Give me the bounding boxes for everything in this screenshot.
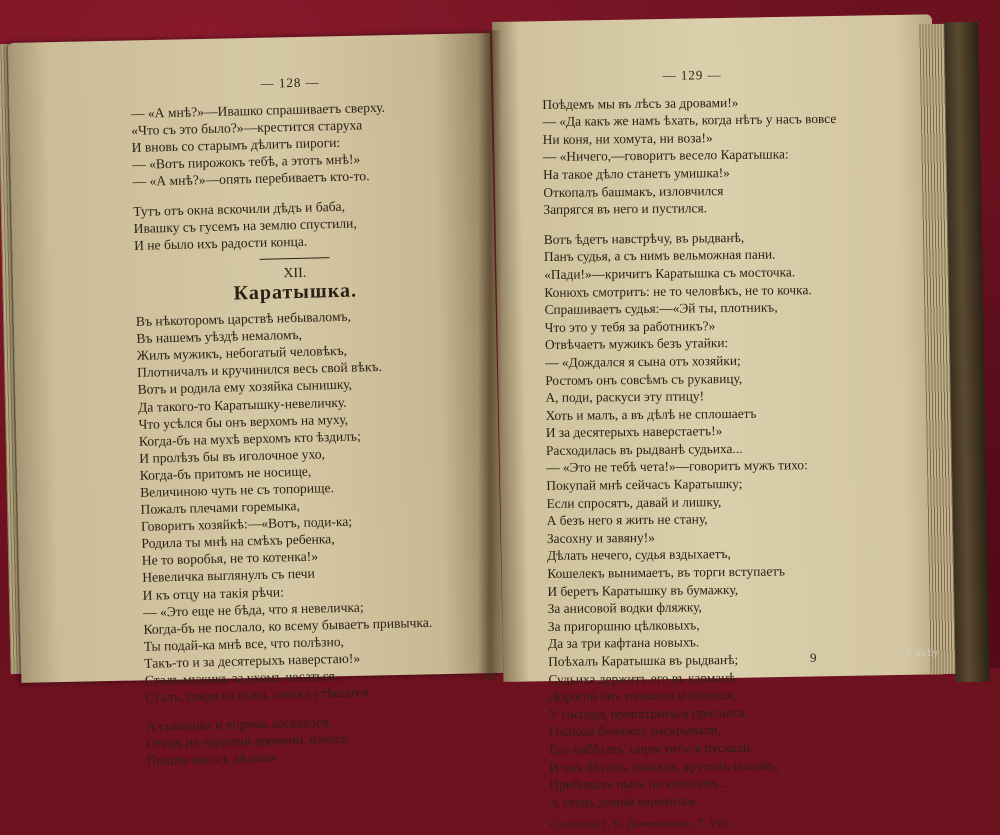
text-line: На такое дѣло станетъ умишка!»	[543, 165, 730, 182]
text-line: Засохну и завяну!»	[546, 529, 655, 546]
text-line: — «Да какъ же намъ ѣхать, когда нѣтъ у насъ вовсе	[542, 111, 837, 130]
text-line: Да за три кафтана новыхъ.	[547, 634, 700, 652]
book-gutter	[478, 30, 502, 680]
text-line: Его побѣгать, опроститься пускали;	[549, 739, 754, 757]
text-line: Ни коня, ни хомута, ни воза!»	[542, 129, 713, 147]
text-line: — «Ничего,—говоритъ весело Каратышка:	[542, 146, 789, 165]
text-line: Вотъ ѣдетъ навстрѣчу, въ рыдванѣ,	[543, 229, 745, 247]
right-stanza-b	[544, 228, 850, 812]
text-line: Кошелекъ вынимаетъ, въ торги вступаетъ	[547, 563, 786, 582]
watermark: © av.by	[905, 648, 939, 659]
text-line: Да такого-то Каратышку-невеличку.	[137, 394, 347, 415]
text-line: Если спросятъ, давай и лишку,	[546, 493, 722, 511]
text-line: Прибивалъ пыль по колесамъ...	[549, 775, 729, 793]
left-stanza-mid	[133, 195, 454, 254]
text-line: Когда-бъ притомъ не носище,	[139, 463, 312, 483]
text-line: У господъ провѣтриться просился.	[548, 704, 748, 722]
page-number-left: — 128 —	[260, 74, 320, 91]
text-line: А, поди, раскуси эту птицу!	[545, 388, 705, 406]
text-line: Ты подай-ка мнѣ все, что полѣзно,	[143, 633, 345, 654]
text-line: Спрашиваетъ судья:—«Эй ты, плотникъ,	[544, 299, 778, 318]
text-line: Въ нѣкоторомъ царствѣ небываломъ,	[135, 308, 352, 329]
text-line: За пригоршню цѣлковыхъ,	[547, 617, 700, 634]
printer-signature-mark: 9	[810, 650, 817, 665]
left-poem	[136, 305, 466, 706]
text-line: Величиною чуть не съ топорище.	[139, 480, 335, 500]
left-stanza-bottom	[146, 710, 467, 769]
text-line: — «А мнѣ?»—Ивашко спрашиваетъ сверху.	[130, 99, 386, 122]
text-line: Дорогой онъ толкался и возился,	[548, 687, 736, 705]
text-line: Отецъ не теряючи времени, взялся:	[146, 731, 351, 752]
text-line: Сталъ мужикъ за ухомъ чесаться,	[144, 668, 339, 688]
text-line: Жилъ мужикъ, небогатый человѣкъ,	[136, 343, 348, 364]
text-line: И за десятерыхъ наверстаетъ!»	[545, 423, 723, 441]
text-line: И не было ихъ радости конца.	[133, 233, 308, 253]
text-line: И беретъ Каратышку въ бумажку,	[547, 581, 739, 599]
left-stanza-top	[131, 97, 453, 190]
text-line: Поѣхалъ Каратышка въ рыдванѣ;	[548, 651, 739, 669]
text-line: И къ отцу на такія рѣчи:	[142, 583, 285, 603]
text-line: Вотъ и родила ему хозяйка сынишку,	[137, 377, 353, 398]
section-divider	[259, 257, 329, 260]
text-line: Сталъ, глядя на сына, слегка утѣшатся.	[144, 684, 372, 705]
text-line: А безъ него я жить не стану,	[546, 511, 708, 529]
text-line: Поѣдемъ мы въ лѣсъ за дровами!»	[542, 94, 739, 112]
right-stanza-a	[542, 92, 843, 218]
text-line: И онъ бѣгалъ, скакалъ, крутилъ носомъ,	[549, 757, 779, 775]
page-footer: Сочиненія Г. П. Данилевскаго. Т. VIII.	[549, 818, 732, 832]
text-line: — «А мнѣ?»—опять перебиваетъ кто-то.	[132, 168, 370, 190]
right-page-text	[542, 65, 850, 835]
chapter-number: XII.	[283, 265, 307, 282]
text-line: Хоть и малъ, а въ дѣлѣ не сплошаетъ	[545, 405, 757, 423]
text-line: Пожалъ плечами горемыка,	[140, 498, 301, 517]
text-line: — «Это еще не бѣда, что я невеличка;	[142, 599, 364, 620]
text-line: — «Вотъ пирожокъ тебѣ, а этотъ мнѣ!»	[131, 151, 361, 173]
text-line: Конюхъ смотритъ: не то человѣкъ, не то кочка.	[544, 281, 812, 300]
text-line: Дѣлать нечего, судья вздыхаетъ,	[547, 546, 731, 564]
text-line: Когда-бъ на мухѣ верхомъ кто ѣздилъ;	[138, 428, 361, 449]
text-line: Когда-бъ не послало, ко всему бываетъ привычка.	[143, 614, 433, 637]
text-line: Пошли они съ дѣлами	[146, 750, 276, 769]
text-line: Отвѣчаетъ мужикъ безъ утайки:	[544, 335, 729, 353]
chapter-title: Каратышка.	[233, 279, 358, 305]
text-line: А отецъ домой воротился.	[549, 793, 699, 810]
text-line: Говоритъ хозяйкѣ:—«Вотъ, поди-ка;	[140, 513, 353, 535]
text-line: Судьиха держитъ его въ карманѣ.	[548, 669, 740, 687]
left-page-text	[130, 70, 467, 769]
text-line: «Пади!»—кричитъ Каратышка съ мосточка.	[544, 264, 796, 282]
text-line: Покупай мнѣ сейчасъ Каратышку;	[546, 475, 743, 494]
text-line: — «Дождался я сына отъ хозяйки;	[545, 352, 741, 370]
text-line: Что это у тебя за работникъ?»	[544, 317, 716, 335]
text-line: И пролѣзъ бы въ иголочное ухо,	[139, 446, 326, 466]
text-line: Панъ судья, а съ нимъ вельможная пани.	[543, 246, 776, 265]
text-line: «Что съ это было?»—крестится старуха	[131, 117, 363, 139]
text-line: Ивашку съ гусемъ на землю спустили,	[133, 215, 357, 236]
text-line: Невеличка выглянулъ съ печи	[142, 566, 316, 586]
text-line: Откопалъ башмакъ, изловчился	[543, 182, 724, 200]
text-line: — «Это не тебѣ чета!»—говоритъ мужъ тихо:	[546, 457, 808, 476]
text-line: А сынишка и впрямь догадался,	[145, 714, 332, 734]
text-line: Родила ты мнѣ на смѣхъ ребенка,	[141, 531, 335, 552]
text-line: Ростомъ онъ совсѣмъ съ рукавицу,	[545, 370, 743, 388]
text-line: Не то воробья, не то котенка!»	[141, 548, 319, 569]
text-line: Господа бумажку раскрывали,	[548, 722, 722, 740]
text-line: Расходилась въ рыдванѣ судьиха...	[545, 440, 743, 458]
text-line: Тутъ отъ окна вскочили дѣдъ и баба,	[133, 198, 346, 219]
text-line: Что усѣлся бы онъ верхомъ на муху,	[138, 411, 349, 432]
text-line: И вновь со старымъ дѣлитъ пироги:	[131, 135, 341, 156]
text-line: Запрягся въ него и пустился.	[543, 200, 708, 218]
text-line: Такъ-то и за десятерыхъ наверстаю!»	[144, 650, 361, 671]
text-line: Плотничалъ и кручинился весь свой вѣкъ.	[137, 359, 383, 381]
text-line: Въ нашемъ уѣздѣ немаломъ,	[136, 327, 303, 347]
text-line: За анисовой водки фляжку,	[547, 599, 702, 617]
page-number-right: — 129 —	[662, 67, 722, 83]
